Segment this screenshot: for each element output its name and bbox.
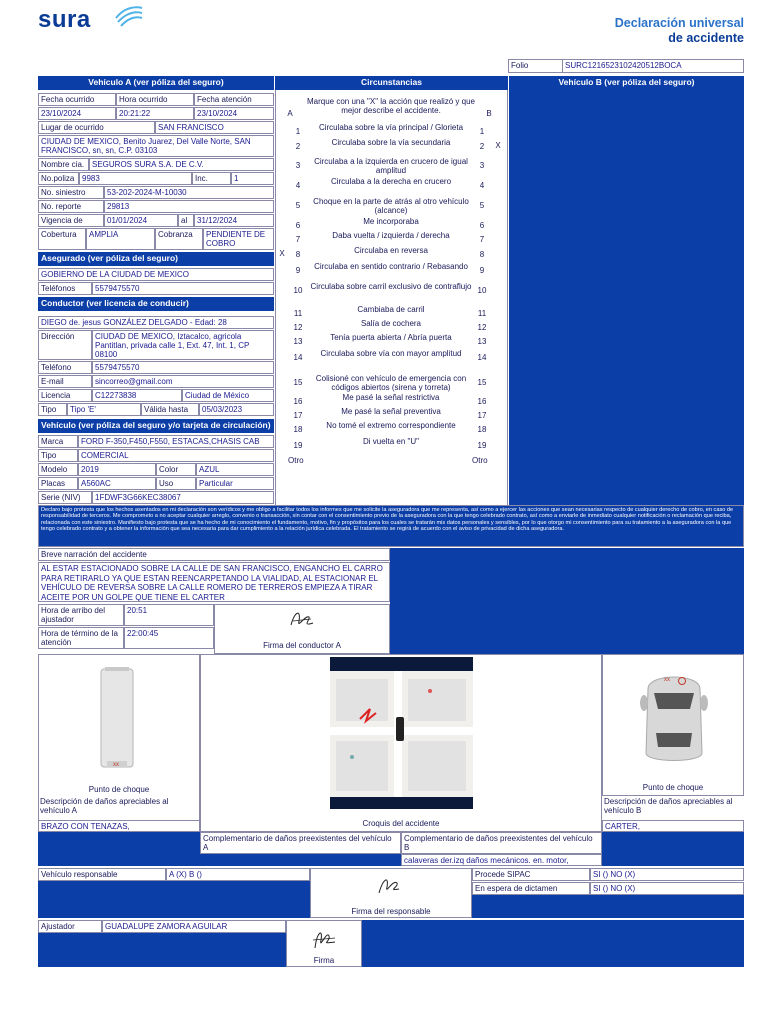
circ-num-a: 19 (293, 441, 303, 450)
circ-num-a: 17 (293, 411, 303, 420)
desc-a-value: BRAZO CON TENAZAS, (38, 820, 200, 832)
pre-b-label: Complementario de daños preexistentes del vehículo B (401, 832, 602, 854)
circ-num-b: 10 (477, 286, 487, 295)
desc-b-blue (602, 832, 744, 866)
circ-num-a: 12 (293, 323, 303, 332)
circ-num-b: 16 (477, 397, 487, 406)
driver-email: sincorreo@gmail.com (92, 375, 274, 388)
driver-telefono: 5579475570 (92, 361, 274, 374)
driver-header: Conductor (ver licencia de conducir) (38, 297, 274, 311)
siniestro-value: 53-202-2024-M-10030 (104, 186, 274, 199)
vehicle-placas: A560AC (78, 477, 156, 490)
driver-direccion: CIUDAD DE MEXICO, Iztacalco, agricola Pantitlan, privada calle 1, Ext. 47, Int. 1, CP 08100 (92, 330, 274, 360)
croquis-map (330, 657, 473, 809)
signature-icon (309, 924, 339, 954)
punto-choque-a: Punto de choque (88, 785, 150, 794)
circ-text: Me incorporaba (363, 217, 419, 226)
ajustador-blue-right (362, 920, 744, 967)
driver-direccion-label: Dirección (38, 330, 92, 360)
circ-text: Me pasé la señal preventiva (341, 407, 441, 416)
circ-text: Circulaba sobre la vía secundaria (331, 138, 451, 147)
signature-icon (287, 607, 317, 633)
circ-letter-a: A (287, 109, 293, 118)
circ-text: Colisioné con vehículo de emergencia con códigos abiertos (sirena y torreta) (315, 374, 467, 392)
circ-num-a: 16 (293, 397, 303, 406)
circ-num-b: 3 (479, 161, 485, 170)
cobertura-value: AMPLIA (86, 228, 155, 250)
circ-text: Circulaba a la derecha en crucero (330, 177, 452, 186)
fecha-atencion-label: Fecha atención (194, 93, 274, 106)
circ-text: Tenía puerta abierta / Abría puerta (330, 333, 452, 342)
driver-valida-label: Válida hasta (141, 403, 199, 416)
desc-b-value: CARTER, (602, 820, 744, 832)
circ-num-a: 6 (295, 221, 301, 230)
circ-text: Salía de cochera (360, 319, 422, 328)
document-title-line1: Declaración universal (614, 16, 744, 30)
vigencia-al-label: al (178, 214, 194, 227)
circ-num-b: 4 (479, 181, 485, 190)
arribo-value: 20:51 (124, 604, 214, 626)
circ-num-a: 8 (295, 250, 301, 259)
vehicle-b-header: Vehículo B (ver póliza del seguro) (509, 76, 744, 90)
vehicle-tipo-label: Tipo (38, 449, 78, 462)
narrative-label: Breve narración del accidente (38, 548, 390, 561)
vehicle-color-label: Color (156, 463, 196, 476)
circ-num-a: 5 (295, 201, 301, 210)
fecha-ocurrido-label: Fecha ocurrido (38, 93, 116, 106)
termino-value: 22:00:45 (124, 627, 214, 649)
dictamen-label: En espera de dictamen (472, 882, 590, 895)
damage-b-box (602, 654, 744, 796)
direccion-accidente: CIUDAD DE MEXICO, Benito Juarez, Del Valle Norte, SAN FRANCISCO, sn, sn, C.P. 03103 (38, 135, 274, 157)
pre-b-value: calaveras der.izq daños mecánicos. en. motor, (401, 854, 602, 866)
circ-num-a: 7 (295, 235, 301, 244)
nombre-cia: SEGUROS SURA S.A. DE C.V. (89, 158, 274, 171)
cobertura-label: Cobertura (38, 228, 86, 250)
driver-tipo-label: Tipo (38, 403, 67, 416)
svg-text:xx: xx (113, 762, 119, 768)
croquis-label: Croquis del accidente (362, 819, 440, 828)
vehicle-modelo-label: Modelo (38, 463, 78, 476)
vehicle-placas-label: Placas (38, 477, 78, 490)
circ-num-b: 2 (479, 142, 485, 151)
circ-num-b: 13 (477, 337, 487, 346)
sipac-label: Procede SIPAC (472, 868, 590, 881)
hora-ocurrido: 20:21:22 (116, 107, 194, 120)
poliza-label: No.poliza (38, 172, 79, 185)
circ-text: Circulaba en sentido contrario / Rebasando (314, 262, 468, 271)
vigencia-de: 01/01/2024 (104, 214, 178, 227)
vigencia-al: 31/12/2024 (194, 214, 274, 227)
driver-signature-box (214, 604, 390, 654)
narrative-text: AL ESTAR ESTACIONADO SOBRE LA CALLE DE SAN FRANCISCO, ENGANCHO EL CARRO PARA RETIRARLO YA QUE ESTAN REENCARPETANDO LA VIALIDAD, AL ESTACIONAR EL VEHÍCULO DE REVERSA SOBRE LA CALLE ROMERO DE TERREROS EMPIEZA A TIRAR ACEITE POR UN GOLPE QUE TIENE EL CARTER (38, 562, 390, 602)
wing-icon (114, 4, 144, 30)
circ-num-a: 1 (295, 127, 301, 136)
ajustador-label: Ajustador (38, 920, 102, 933)
inc-value: 1 (231, 172, 274, 185)
vehicle-serie-label: Serie (NIV) (38, 491, 92, 504)
driver-valida: 05/03/2023 (199, 403, 274, 416)
circ-num-b: 7 (479, 235, 485, 244)
termino-label: Hora de término de la atención (38, 627, 124, 649)
circ-num-b: 11 (477, 309, 487, 318)
vehicle-marca-label: Marca (38, 435, 78, 448)
siniestro-label: No. siniestro (38, 186, 104, 199)
circ-num-a: 3 (295, 161, 301, 170)
circ-num-a: 9 (295, 266, 301, 275)
fecha-ocurrido: 23/10/2024 (38, 107, 116, 120)
responsable-label: Vehículo responsable (38, 868, 166, 881)
vigencia-label: Vigencia de (38, 214, 104, 227)
driver-signature-label: Firma del conductor A (263, 641, 341, 650)
circ-num-b: 17 (477, 411, 487, 420)
circ-otro-a: Otro (288, 456, 304, 465)
car-diagram-icon (634, 663, 714, 769)
desc-a-label: Descripción de daños apreciables al vehículo A (40, 797, 169, 815)
driver-licencia-label: Licencia (38, 389, 92, 402)
circ-text: Daba vuelta / izquierda / derecha (332, 231, 450, 240)
circ-num-a: 11 (293, 309, 303, 318)
desc-b-label: Descripción de daños apreciables al vehículo B (604, 797, 733, 815)
insured-telefonos: 5579475570 (92, 282, 274, 295)
circ-num-b: 18 (477, 425, 487, 434)
poliza-value: 9983 (79, 172, 192, 185)
driver-email-label: E-mail (38, 375, 92, 388)
responsable-value: A (X) B () (166, 868, 310, 881)
nombre-cia-label: Nombre cia. (38, 158, 89, 171)
circ-num-b: 14 (477, 353, 487, 362)
cobranza-label: Cobranza (155, 228, 203, 250)
circ-num-b: 6 (479, 221, 485, 230)
narrative-blue-panel (390, 548, 744, 654)
circ-num-b: 9 (479, 266, 485, 275)
pre-a-label: Complementario de daños preexistentes del vehículo A (200, 832, 401, 854)
circ-num-a: 15 (293, 378, 303, 387)
circ-num-b: 12 (477, 323, 487, 332)
legal-declaration: Declaro bajo protesta que los hechos asentados en mi declaración son verídicos y me obligo a facilitar todos los informes que me solicite la aseguradora que me representa, así como a ejercer las acciones que sean necesarias respecto de cualquier derecho de cobro, en caso de responsabilidad de terceros. Me comprometo a no aceptar cualquier arreglo, convenio o transacción, sin contar con el consentimiento previo de la aseguradora con la que tengo celebrado contrato, así como a enviarle de inmediato cualquier notificación o reclamación que reciba, relacionada con este siniestro. Manifiesto bajo protesta que se ha hecho de mi conocimiento el fundamento, motivo, fin y propósitos para los cuales se tratarán mis datos personales y sensibles, por lo que otorgo mi consentimiento para su tratamiento a la aseguradora con la que tengo celebrado contrato y a obtener la información que sea necesaria para dar cumplimiento a la relación jurídica celebrada. El tratamiento se regirá de acuerdo con el aviso de privacidad de dicha aseguradora. (38, 505, 744, 547)
driver-name: DIEGO de. jesus GONZÁLEZ DELGADO - Edad: 28 (38, 316, 274, 329)
circ-num-b: 5 (479, 201, 485, 210)
lugar-value: SAN FRANCISCO (155, 121, 274, 134)
circumstances-header: Circunstancias (275, 76, 508, 90)
croquis-box (200, 654, 602, 832)
adjuster-signature-label: Firma (313, 956, 335, 965)
circ-num-b: 19 (477, 441, 487, 450)
vehicle-a-header: Vehículo A (ver póliza del seguro) (38, 76, 274, 90)
circ-num-b: 15 (477, 378, 487, 387)
insured-name: GOBIERNO DE LA CIUDAD DE MEXICO (38, 268, 274, 281)
sipac-value: SI () NO (X) (590, 868, 744, 881)
circ-letter-b: B (486, 109, 492, 118)
document-title (615, 16, 744, 46)
fecha-atencion: 23/10/2024 (194, 107, 274, 120)
circ-text: Cambiaba de carril (357, 305, 425, 314)
hora-ocurrido-label: Hora ocurrido (116, 93, 194, 106)
ajustador-blue-left (38, 933, 286, 967)
pre-a-blue (200, 854, 401, 866)
circ-mark-a: X (279, 249, 285, 258)
vehicle-header: Vehículo (ver póliza del seguro y/o tarjeta de circulación) (38, 419, 274, 433)
circ-num-a: 18 (293, 425, 303, 434)
circ-num-b: 8 (479, 250, 485, 259)
circ-mark-b: X (495, 141, 501, 150)
responsable-blue (38, 881, 310, 918)
responsible-signature-label: Firma del responsable (351, 907, 431, 916)
sura-logo: sura (38, 6, 128, 36)
vehicle-b-panel (509, 90, 744, 505)
circ-text: Circulaba en reversa (354, 246, 428, 255)
vehicle-tipo: COMERCIAL (78, 449, 274, 462)
svg-text:xx: xx (664, 677, 670, 683)
lugar-label: Lugar de ocurrido (38, 121, 155, 134)
driver-ciudad: Ciudad de México (182, 389, 274, 402)
truck-diagram-icon (97, 665, 137, 771)
ajustador-name: GUADALUPE ZAMORA AGUILAR (102, 920, 286, 933)
desc-a-blue (38, 832, 200, 866)
vehicle-modelo: 2019 (78, 463, 156, 476)
punto-choque-b: Punto de choque (642, 783, 704, 792)
circ-text: Choque en la parte de atrás al otro vehículo (alcance) (313, 197, 469, 215)
folio-label: Folio (508, 59, 563, 73)
vehicle-marca: FORD F-350,F450,F550, ESTACAS,CHASIS CAB (78, 435, 274, 448)
arribo-label: Hora de arribo del ajustador (38, 604, 124, 626)
vehicle-color: AZUL (196, 463, 274, 476)
dictamen-value: SI () NO (X) (590, 882, 744, 895)
circ-text: Circulaba sobre la vía principal / Glorieta (318, 123, 464, 132)
document-title-line2: de accidente (668, 31, 744, 45)
responsible-signature-box (310, 868, 472, 918)
vehicle-uso-label: Uso (156, 477, 196, 490)
circ-intro: Marque con una "X" la acción que realizó y que mejor describe el accidente. (306, 97, 475, 115)
circ-text: Me pasé la señal restrictiva (342, 393, 440, 402)
reporte-label: No. reporte (38, 200, 104, 213)
reporte-value: 29813 (104, 200, 274, 213)
driver-tipo: Tipo 'E' (67, 403, 141, 416)
folio-value: SURC1216523102420512BOCA (562, 59, 744, 73)
signature-icon (375, 873, 401, 899)
circ-text: Circulaba sobre carril exclusivo de contraflujo (310, 282, 472, 291)
insured-telefonos-label: Teléfonos (38, 282, 92, 295)
circ-num-a: 10 (293, 286, 303, 295)
vehicle-uso: Particular (196, 477, 274, 490)
circ-num-b: 1 (479, 127, 485, 136)
circ-text: Di vuelta en "U" (363, 437, 419, 446)
insured-header: Asegurado (ver póliza del seguro) (38, 252, 274, 266)
vehicle-serie: 1FDWF3G66KEC38067 (92, 491, 274, 504)
circ-num-a: 4 (295, 181, 301, 190)
circ-text: Circulaba a la izquierda en crucero de igual amplitud (314, 157, 468, 175)
adjuster-signature-box (286, 920, 362, 967)
circ-text: Circulaba sobre vía con mayor amplitud (320, 349, 462, 358)
dictamen-blue (472, 895, 744, 918)
circ-num-a: 14 (293, 353, 303, 362)
driver-telefono-label: Teléfono (38, 361, 92, 374)
circ-num-a: 13 (293, 337, 303, 346)
driver-licencia: C12273838 (92, 389, 182, 402)
circ-text: No tomé el extremo correspondiente (326, 421, 456, 430)
inc-label: Inc. (192, 172, 231, 185)
cobranza-value: PENDIENTE DE COBRO (203, 228, 274, 250)
circ-otro-b: Otro (472, 456, 488, 465)
circ-num-a: 2 (295, 142, 301, 151)
